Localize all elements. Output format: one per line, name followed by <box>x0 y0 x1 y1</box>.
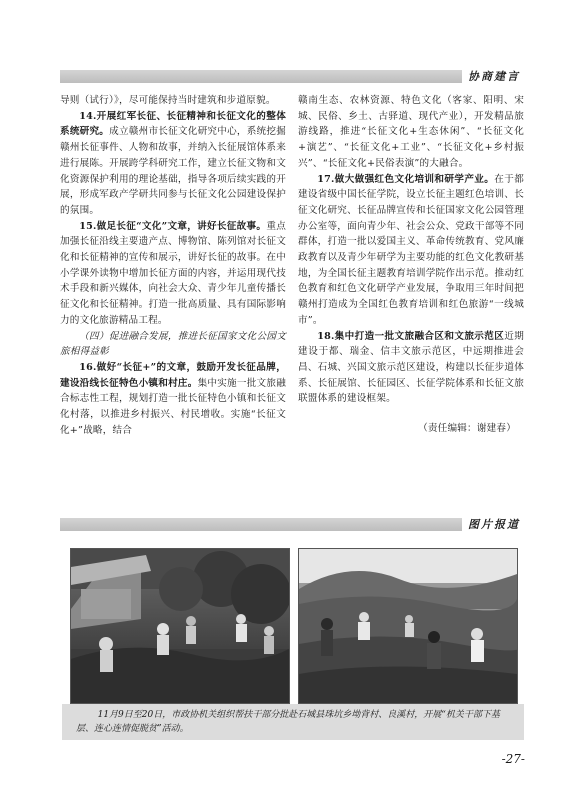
photo-caption-box <box>62 704 524 740</box>
photo-left-image <box>71 549 289 703</box>
left-para-3 <box>60 219 286 329</box>
left-para-3-title: 15.做足长征“文化”文章，讲好长征故事。 <box>79 220 267 232</box>
right-para-3-title: 18.集中打造一批文旅融合区和文旅示范区 <box>317 330 505 342</box>
photo-caption: 11月9日至20日，市政协机关组织帮扶干部分批赴石城县珠坑乡坳背村、良溪村，开展“机关干部下基层、连心连情促脱贫”活动。 <box>76 710 500 734</box>
left-para-2-title: 14.开展红军长征、长征精神和长征文化的整体系统研究。 <box>60 110 286 138</box>
editor-credit: （责任编辑：谢建春） <box>418 423 516 435</box>
left-para-1: 导则（试行）》，尽可能保持当时建筑和步道原貌。 <box>60 95 276 106</box>
right-para-2 <box>298 172 524 329</box>
left-para-4-title: 16.做好“长征+”的文章，鼓励开发长征品牌，建设沿线长征特色小镇和村庄。 <box>60 361 286 389</box>
right-column <box>298 93 524 437</box>
left-column <box>60 93 286 438</box>
photo-right <box>298 548 518 704</box>
left-para-2-body: 成立赣州市长征文化研究中心，系统挖掘赣州长征事件、人物和故事，并纳入长征展馆体系来进行展陈。开展跨学科研究工作，建立长征文物和文化资源保护利用的理论基础，指导各项后续实践的开展，形成军政产学研共同参与长征文化公园建设保护的氛围。 <box>60 126 286 216</box>
right-para-2-title: 17.做大做强红色文化培训和研学产业。 <box>317 173 495 185</box>
right-para-2-body: 在于都建设省级中国长征学院，设立长征主题红色培训、长征文化研究、长征品牌宣传和长征国家文化公园管理办公室等，面向青少年、社会公众、党政干部等不同群体，打造一批以爱国主义、革命传统教育、党风廉政教育以及青少年研学为主要功能的红色文化教研基地，为全国长征主题教育培训学院作出示范。推动红色教育和红色文化研学产业发展，争取用三年时间把赣州打造成为全国红色教育培训和红色旅游“一线城市”。 <box>298 173 524 326</box>
page-number: -27- <box>501 752 525 766</box>
left-para-4-body: 集中实施一批文旅融合标志性工程，规划打造一批长征特色小镇和长征文化村落，以推进乡村振兴、村民增收。实施“长征文化+”战略，结合 <box>60 377 286 436</box>
left-para-2 <box>60 109 286 219</box>
left-para-3-body: 重点加强长征沿线主要遗产点、博物馆、陈列馆对长征文化和长征精神的宣传和展示，讲好长征的故事。在中小学课外读物中增加长征方面的内容，并运用现代技术手段和新兴媒体，向社会大众、青少年儿童传播长征文化和长征精神。打造一批高质量、具有国际影响力的文化旅游精品工程。 <box>60 220 286 326</box>
photo-right-image <box>299 549 517 703</box>
right-para-1: 赣南生态、农林资源、特色文化（客家、阳明、宋城、民俗、乡土、古驿道、现代产业），开发精品旅游线路，推进“长征文化+生态休闲”、“长征文化+演艺”、“长征文化+工业”、“长征文化+乡村振兴”、“长征文化+民俗表演”的大融合。 <box>298 95 524 169</box>
section-label: 协商建言 <box>462 68 526 84</box>
header-band <box>60 70 522 83</box>
photo-section-label: 图片报道 <box>462 516 526 532</box>
photo-left <box>70 548 290 704</box>
right-para-3 <box>298 329 524 408</box>
right-para-3-body: 近期建设于都、瑞金、信丰文旅示范区，中远期推进会昌、石城、兴国文旅示范区建设，构建以长征步道体系、长征展馆、长征园区、长征学院体系和长征文旅联盟体系的建设框架。 <box>298 330 524 405</box>
left-para-4 <box>60 360 286 439</box>
photo-band <box>60 518 522 531</box>
left-subheading: （四）促进融合发展，推进长征国家文化公园文旅相得益彰 <box>60 330 286 358</box>
